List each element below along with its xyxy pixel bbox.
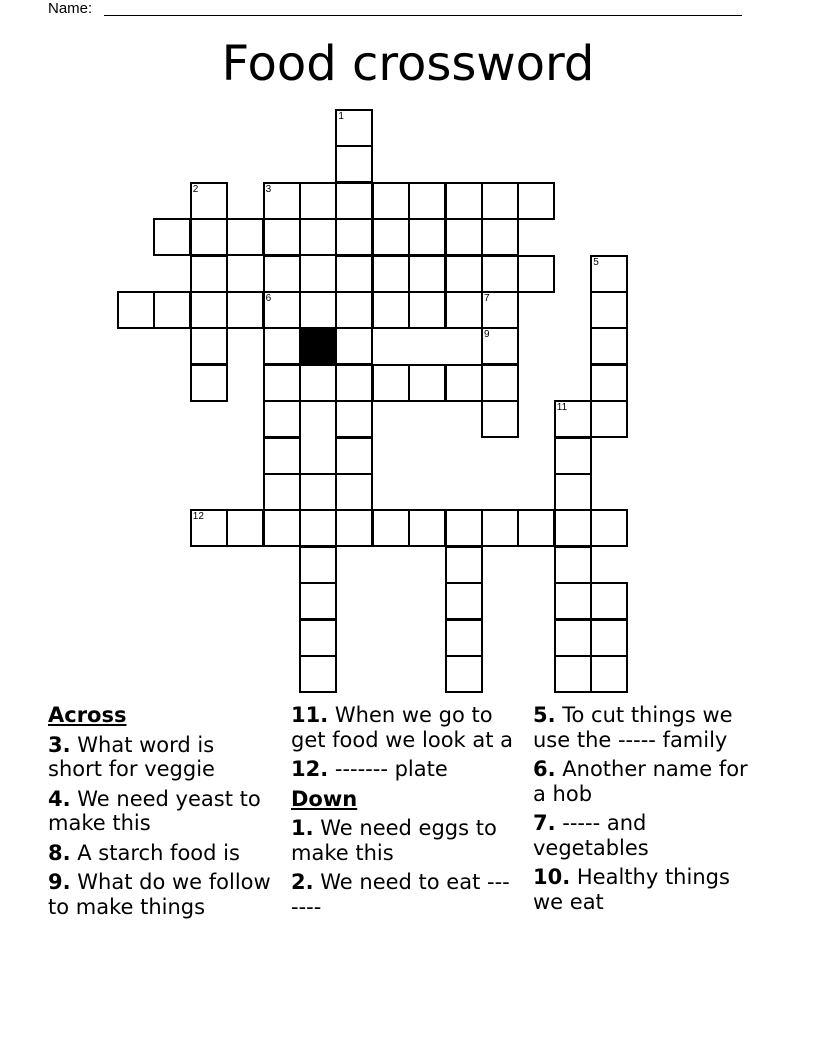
clue-column-2 <box>291 703 516 924</box>
crossword-cell[interactable] <box>445 619 483 657</box>
crossword-cell[interactable] <box>445 182 483 220</box>
crossword-cell[interactable] <box>372 182 410 220</box>
clue-number: 3. <box>48 732 71 757</box>
crossword-cell[interactable] <box>226 509 264 547</box>
clue-down-10 <box>533 865 758 914</box>
clue-number: 8. <box>48 840 71 865</box>
crossword-cell[interactable] <box>590 327 628 365</box>
crossword-cell[interactable] <box>263 364 301 402</box>
crossword-cell[interactable] <box>554 437 592 475</box>
clue-text: A starch food is <box>70 840 240 865</box>
crossword-cell[interactable] <box>372 364 410 402</box>
crossword-cell[interactable] <box>408 364 446 402</box>
clue-number: 10. <box>533 865 571 889</box>
clue-across-8 <box>48 841 273 866</box>
clue-text: When we go to get food we look at a <box>291 703 514 752</box>
crossword-cell[interactable] <box>190 218 228 256</box>
crossword-cell[interactable] <box>590 619 628 657</box>
crossword-cell[interactable] <box>299 619 337 657</box>
clue-across-9 <box>48 870 273 919</box>
clue-number: 12. <box>291 757 329 781</box>
crossword-cell[interactable] <box>408 291 446 329</box>
crossword-cell[interactable] <box>445 218 483 256</box>
crossword-cell[interactable] <box>335 327 373 365</box>
crossword-cell[interactable] <box>481 218 519 256</box>
crossword-cell[interactable] <box>590 255 628 293</box>
crossword-cell[interactable] <box>590 364 628 402</box>
clue-number: 9. <box>48 870 71 894</box>
clue-text: ----- and vegetables <box>533 811 649 860</box>
crossword-cell[interactable] <box>372 291 410 329</box>
crossword-cell[interactable] <box>299 655 337 693</box>
clue-down-5 <box>533 703 758 752</box>
clue-across-4 <box>48 787 273 836</box>
clue-number: 6. <box>533 757 556 781</box>
crossword-cell[interactable] <box>299 291 337 329</box>
clue-text: We need yeast to make this <box>48 786 261 835</box>
crossword-cell[interactable] <box>263 218 301 256</box>
crossword-cell[interactable] <box>263 291 301 329</box>
crossword-cell[interactable] <box>335 437 373 475</box>
crossword-cell[interactable] <box>117 291 155 329</box>
crossword-cell[interactable] <box>481 182 519 220</box>
clue-across-3 <box>48 733 273 782</box>
clue-column-3 <box>533 703 758 919</box>
clue-down-6 <box>533 757 758 806</box>
crossword-cell[interactable] <box>554 619 592 657</box>
crossword-cell[interactable] <box>190 327 228 365</box>
cell-number: 12 <box>192 511 204 523</box>
cell-number: 9 <box>484 329 490 341</box>
clue-text: To cut things we use the ----- family <box>533 703 733 752</box>
crossword-cell[interactable] <box>517 255 555 293</box>
crossword-cell[interactable] <box>517 182 555 220</box>
cell-number: 1 <box>338 111 344 122</box>
crossword-cell[interactable] <box>408 218 446 256</box>
crossword-cell[interactable] <box>335 182 373 220</box>
crossword-cell[interactable] <box>590 582 628 620</box>
crossword-cell[interactable] <box>335 509 373 547</box>
crossword-cell[interactable] <box>554 546 592 584</box>
crossword-cell[interactable] <box>554 509 592 547</box>
crossword-cell[interactable] <box>299 582 337 620</box>
crossword-cell[interactable] <box>226 218 264 256</box>
crossword-cell[interactable] <box>335 255 373 293</box>
clue-number: 11. <box>291 703 329 727</box>
crossword-cell[interactable] <box>590 291 628 329</box>
crossword-cell[interactable] <box>335 473 373 511</box>
clue-down-7 <box>533 811 758 860</box>
clue-number: 5. <box>533 703 556 727</box>
crossword-cell[interactable] <box>590 509 628 547</box>
crossword-cell[interactable] <box>554 473 592 511</box>
cell-number: 6 <box>265 293 272 304</box>
crossword-cell[interactable] <box>590 400 628 438</box>
clue-column-1 <box>48 703 273 924</box>
crossword-cell[interactable] <box>335 364 373 402</box>
crossword-cell[interactable] <box>299 218 337 256</box>
crossword-cell[interactable] <box>481 291 519 329</box>
crossword-cell[interactable] <box>335 109 373 147</box>
crossword-cell[interactable] <box>335 145 373 183</box>
crossword-cell[interactable] <box>263 509 301 547</box>
crossword-cell[interactable] <box>263 400 301 438</box>
crossword-cell[interactable] <box>445 291 483 329</box>
clue-text: What do we follow to make things <box>48 870 271 919</box>
cell-number: 5 <box>593 256 599 268</box>
down-heading: Down <box>291 786 358 811</box>
clue-down-1 <box>291 816 516 865</box>
clue-number: 1. <box>291 816 314 840</box>
page-title: Food crossword <box>221 36 595 92</box>
crossword-cell[interactable] <box>299 509 337 547</box>
clue-down-2 <box>291 870 516 919</box>
crossword-cell[interactable] <box>190 291 228 329</box>
cell-number: 11 <box>556 402 568 414</box>
across-heading: Across <box>48 703 127 727</box>
crossword-cell[interactable] <box>335 218 373 256</box>
clue-number: 2. <box>291 870 314 894</box>
crossword-cell[interactable] <box>445 582 483 620</box>
crossword-cell[interactable] <box>445 364 483 402</box>
crossword-cell[interactable] <box>408 182 446 220</box>
clue-text: Healthy things we eat <box>533 865 730 914</box>
crossword-cell[interactable] <box>554 655 592 693</box>
crossword-cell[interactable] <box>517 509 555 547</box>
clue-across-12 <box>291 757 516 782</box>
crossword-cell[interactable] <box>554 582 592 620</box>
crossword-cell[interactable] <box>372 509 410 547</box>
cell-number: 2 <box>192 183 199 195</box>
crossword-cell[interactable] <box>408 255 446 293</box>
crossword-cell[interactable] <box>153 291 191 329</box>
clue-text: We need to eat ------- <box>291 870 510 919</box>
crossword-cell[interactable] <box>263 473 301 511</box>
crossword-cell[interactable] <box>481 327 519 365</box>
clue-text: What word is short for veggie <box>48 732 215 781</box>
black-cell <box>299 327 337 365</box>
clue-text: We need eggs to make this <box>291 816 497 865</box>
crossword-cell[interactable] <box>299 473 337 511</box>
crossword-cell[interactable] <box>226 291 264 329</box>
cell-number: 3 <box>265 183 272 195</box>
crossword-cell[interactable] <box>299 364 337 402</box>
cell-number: 7 <box>484 293 490 304</box>
crossword-cell[interactable] <box>445 255 483 293</box>
crossword-cell[interactable] <box>190 364 228 402</box>
clue-text: ------- plate <box>328 757 448 781</box>
crossword-cell[interactable] <box>263 327 301 365</box>
crossword-cell[interactable] <box>190 509 228 547</box>
crossword-cell[interactable] <box>481 255 519 293</box>
crossword-cell[interactable] <box>190 255 228 293</box>
crossword-cell[interactable] <box>372 218 410 256</box>
crossword-cell[interactable] <box>335 400 373 438</box>
crossword-cell[interactable] <box>590 655 628 693</box>
crossword-cell[interactable] <box>153 218 191 256</box>
crossword-cell[interactable] <box>445 509 483 547</box>
crossword-cell[interactable] <box>190 182 228 220</box>
crossword-cell[interactable] <box>481 364 519 402</box>
clue-across-11 <box>291 703 516 752</box>
crossword-cell[interactable] <box>335 291 373 329</box>
crossword-cell[interactable] <box>445 546 483 584</box>
crossword-cell[interactable] <box>263 437 301 475</box>
crossword-cell[interactable] <box>372 255 410 293</box>
crossword-cell[interactable] <box>299 182 337 220</box>
crossword-cell[interactable] <box>554 400 592 438</box>
crossword-cell[interactable] <box>445 655 483 693</box>
name-label: Name: <box>48 0 93 17</box>
clue-number: 4. <box>48 786 71 811</box>
crossword-cell[interactable] <box>263 255 301 293</box>
crossword-cell[interactable] <box>408 509 446 547</box>
crossword-cell[interactable] <box>481 509 519 547</box>
clue-text: Another name for a hob <box>533 757 748 806</box>
crossword-cell[interactable] <box>263 182 301 220</box>
crossword-cell[interactable] <box>481 400 519 438</box>
clue-number: 7. <box>533 811 556 835</box>
crossword-cell[interactable] <box>299 546 337 584</box>
